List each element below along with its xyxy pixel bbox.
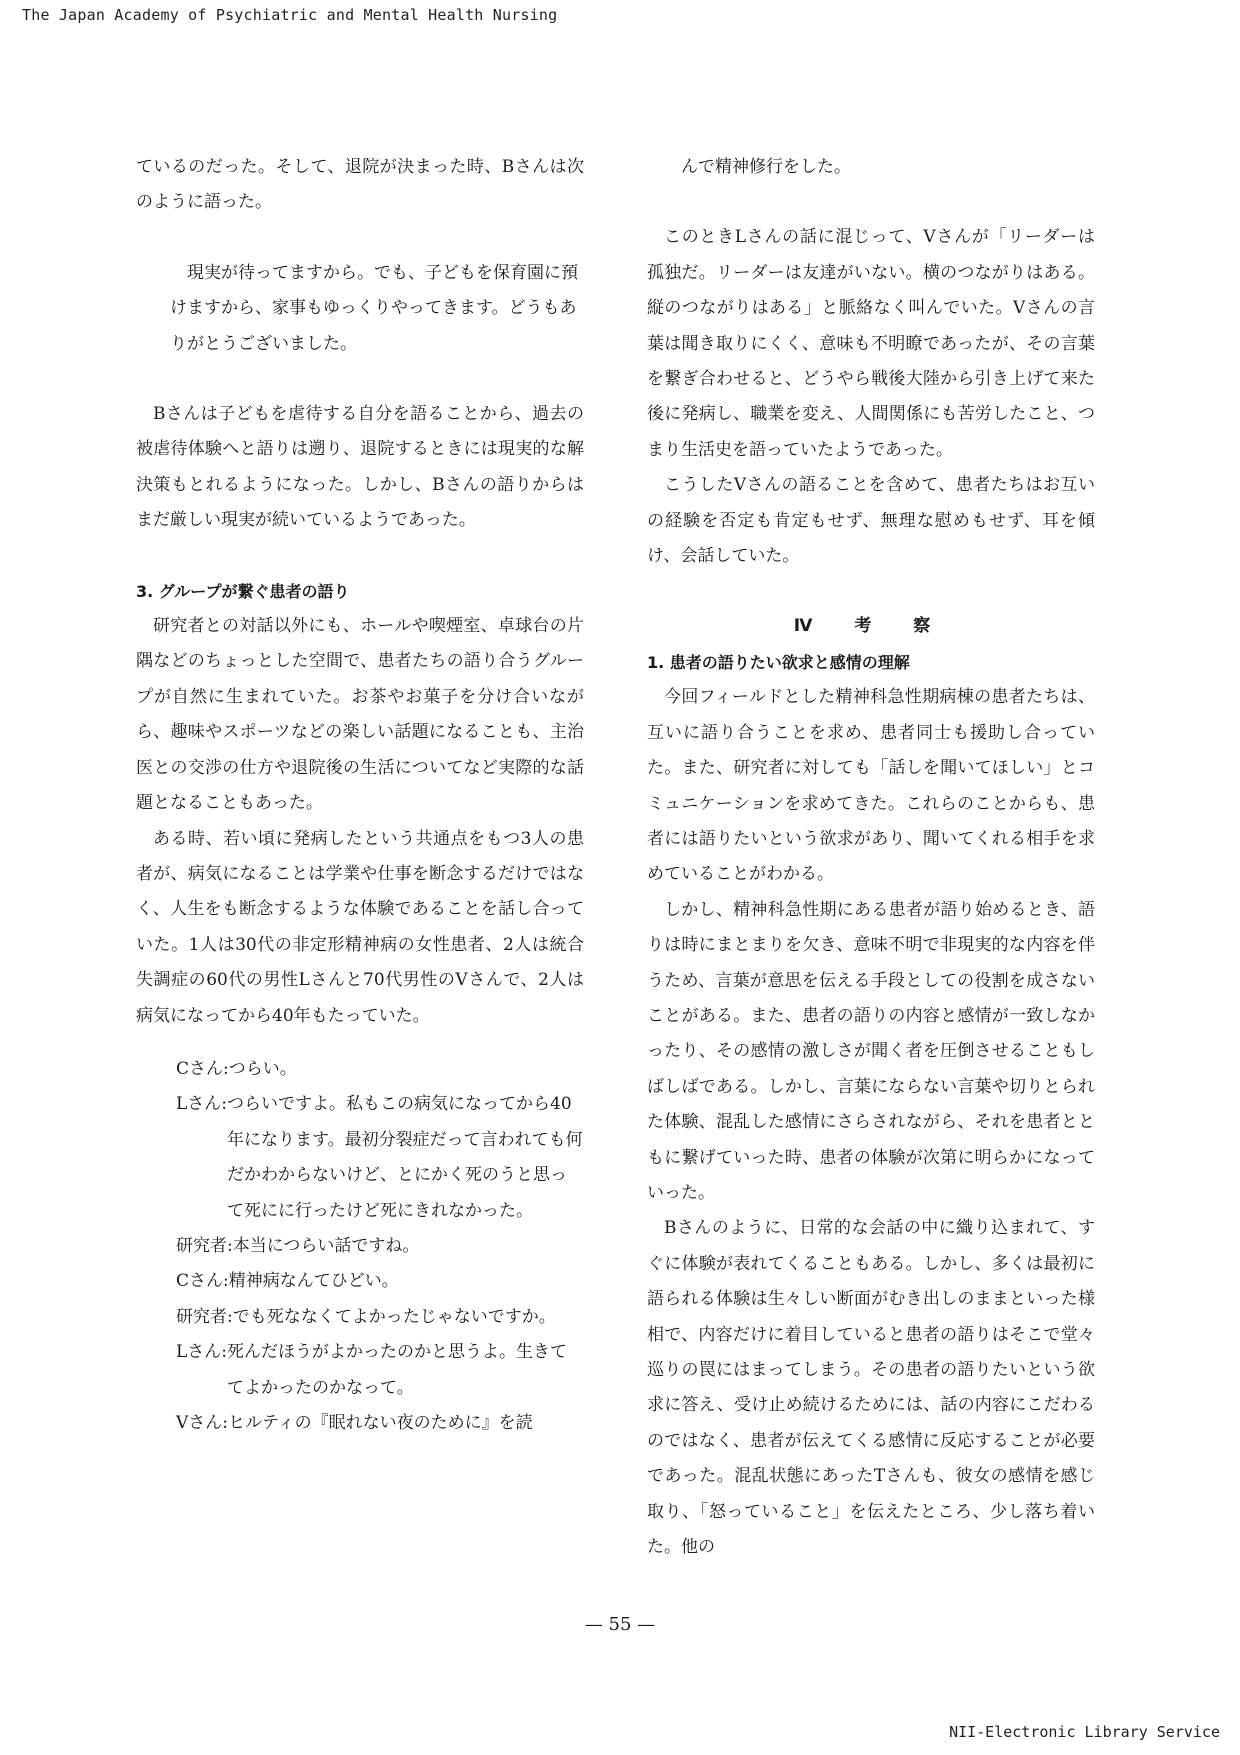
speaker-label: Vさん: (176, 1413, 229, 1433)
paragraph: Bさんは子どもを虐待する自分を語ることから、過去の被虐待体験へと語りは遡り、退院するときには現実的な解決策もとれるようになった。しかし、Bさんの語りからはまだ厳しい現実が続いているようであった。 (136, 404, 584, 531)
paragraph: Bさんのように、日常的な会話の中に織り込まれて、すぐに体験が表れてくることもある。しかし、多くは最初に語られる体験は生々しい断面がむき出しのままといった様相で、内容だけに着目していると患者の語りはそこで堂々巡りの罠にはまってしまう。その患者の語りたいという欲求に答え、受け止め続けるためには、話の内容にこだわるのではなく、患者が伝えてくる感情に反応することが必要であった。混乱状態にあったTさんも、彼女の感情を感じ取り、「怒っていること」を伝えたところ、少し落ち着いた。他の (647, 1218, 1095, 1558)
dialogue-turn (176, 1300, 584, 1335)
speaker-label: Cさん: (176, 1271, 229, 1292)
footer-service-label: NII-Electronic Library Service (949, 1723, 1220, 1741)
running-header: The Japan Academy of Psychiatric and Mental Health Nursing (22, 6, 558, 24)
left-column (136, 150, 584, 1441)
paragraph: ているのだった。そして、退院が決まった時、Bさんは次のように語った。 (136, 157, 584, 213)
dialogue-turn (176, 1264, 584, 1299)
paragraph: しかし、精神科急性期にある患者が語り始めるとき、語りは時にまとまりを欠き、意味不明で非現実的な内容を伴うため、言葉が意思を伝える手段としての役割を成さないことがある。また、患者の語りの内容と感情が一致しなかったり、その感情の激しさが聞く者を圧倒させることもしばしばである。しかし、言葉にならない言葉や切りとられた体験、混乱した感情にさらされながら、それを患者とともに繋げていった時、患者の体験が次第に明らかになっていった。 (647, 899, 1095, 1203)
right-column (647, 150, 1095, 1565)
dialogue-turn (176, 1335, 584, 1406)
utterance: 本当につらい話ですね。 (232, 1235, 420, 1256)
paragraph: こうしたVさんの語ることを含めて、患者たちはお互いの経験を否定も肯定もせず、無理な慰めもせず、耳を傾け、会話していた。 (647, 475, 1095, 567)
utterance: つらいですよ。私もこの病気になってから40年になります。最初分裂症だって言われても何だかわからないけど、とにかく死のうと思って死にに行ったけど死にきれなかった。 (227, 1094, 583, 1221)
block-quote: 現実が待ってますから。でも、子どもを保育園に預けますから、家事もゆっくりやってきます。どうもありがとうございました。 (170, 262, 578, 354)
paragraph: 今回フィールドとした精神科急性期病棟の患者たちは、互いに語り合うことを求め、患者同士も援助し合っていた。また、研究者に対しても「話しを聞いてほしい」とコミュニケーションを求めてきた。これらのことからも、患者には語りたいという欲求があり、聞いてくれる相手を求めていることがわかる。 (647, 687, 1095, 885)
speaker-label: Lさん: (176, 1342, 228, 1363)
dialogue-turn (176, 1406, 584, 1441)
page-number: — 55 — (584, 1614, 656, 1635)
speaker-label: Cさん: (176, 1058, 229, 1079)
utterance: でも死ななくてよかったじゃないですか。 (232, 1306, 556, 1327)
section-heading: 1. 患者の語りたい欲求と感情の理解 (647, 652, 910, 672)
utterance: 死んだほうがよかったのかと思うよ。生きててよかったのかなって。 (227, 1342, 568, 1398)
paragraph: 研究者との対話以外にも、ホールや喫煙室、卓球台の片隅などのちょっとした空間で、患者たちの語り合うグループが自然に生まれていた。お茶やお菓子を分け合いながら、趣味やスポーツなどの楽しい話題になることも、主治医との交渉の仕方や退院後の生活についてなど実際的な話題となることもあった。 (136, 616, 584, 814)
utterance: 精神病なんてひどい。 (228, 1271, 399, 1292)
paragraph: このときLさんの話に混じって、Vさんが「リーダーは孤独だ。リーダーは友達がいない。横のつながりはある。縦のつながりはある」と脈絡なく叫んでいた。Vさんの言葉は聞き取りにくく、意味も不明瞭であったが、その言葉を繋ぎ合わせると、どうやら戦後大陸から引き上げて来た後に発病し、職業を変え、人間関係にも苦労したこと、つまり生活史を語っていたようであった。 (647, 227, 1095, 460)
dialogue-transcript (136, 1052, 584, 1441)
section-heading: 3. グループが繋ぐ患者の語り (136, 581, 350, 601)
utterance: ヒルティの『眠れない夜のために』を読 (228, 1413, 533, 1433)
dialogue-turn (176, 1229, 584, 1264)
dialogue-continuation: んで精神修行をした。 (681, 157, 851, 177)
dialogue-turn (176, 1087, 584, 1229)
speaker-label: 研究者: (176, 1235, 233, 1256)
utterance: つらい。 (228, 1058, 297, 1079)
speaker-label: Lさん: (176, 1094, 228, 1115)
dialogue-turn (176, 1052, 584, 1087)
chapter-heading: Ⅳ 考 察 (793, 616, 949, 637)
speaker-label: 研究者: (176, 1306, 233, 1327)
paragraph: ある時、若い頃に発病したという共通点をもつ3人の患者が、病気になることは学業や仕事を断念するだけではなく、人生をも断念するような体験であることを話し合っていた。1人は30代の非定形精神病の女性患者、2人は統合失調症の60代の男性Lさんと70代男性のVさんで、2人は病気になってから40年もたっていた。 (136, 828, 584, 1026)
